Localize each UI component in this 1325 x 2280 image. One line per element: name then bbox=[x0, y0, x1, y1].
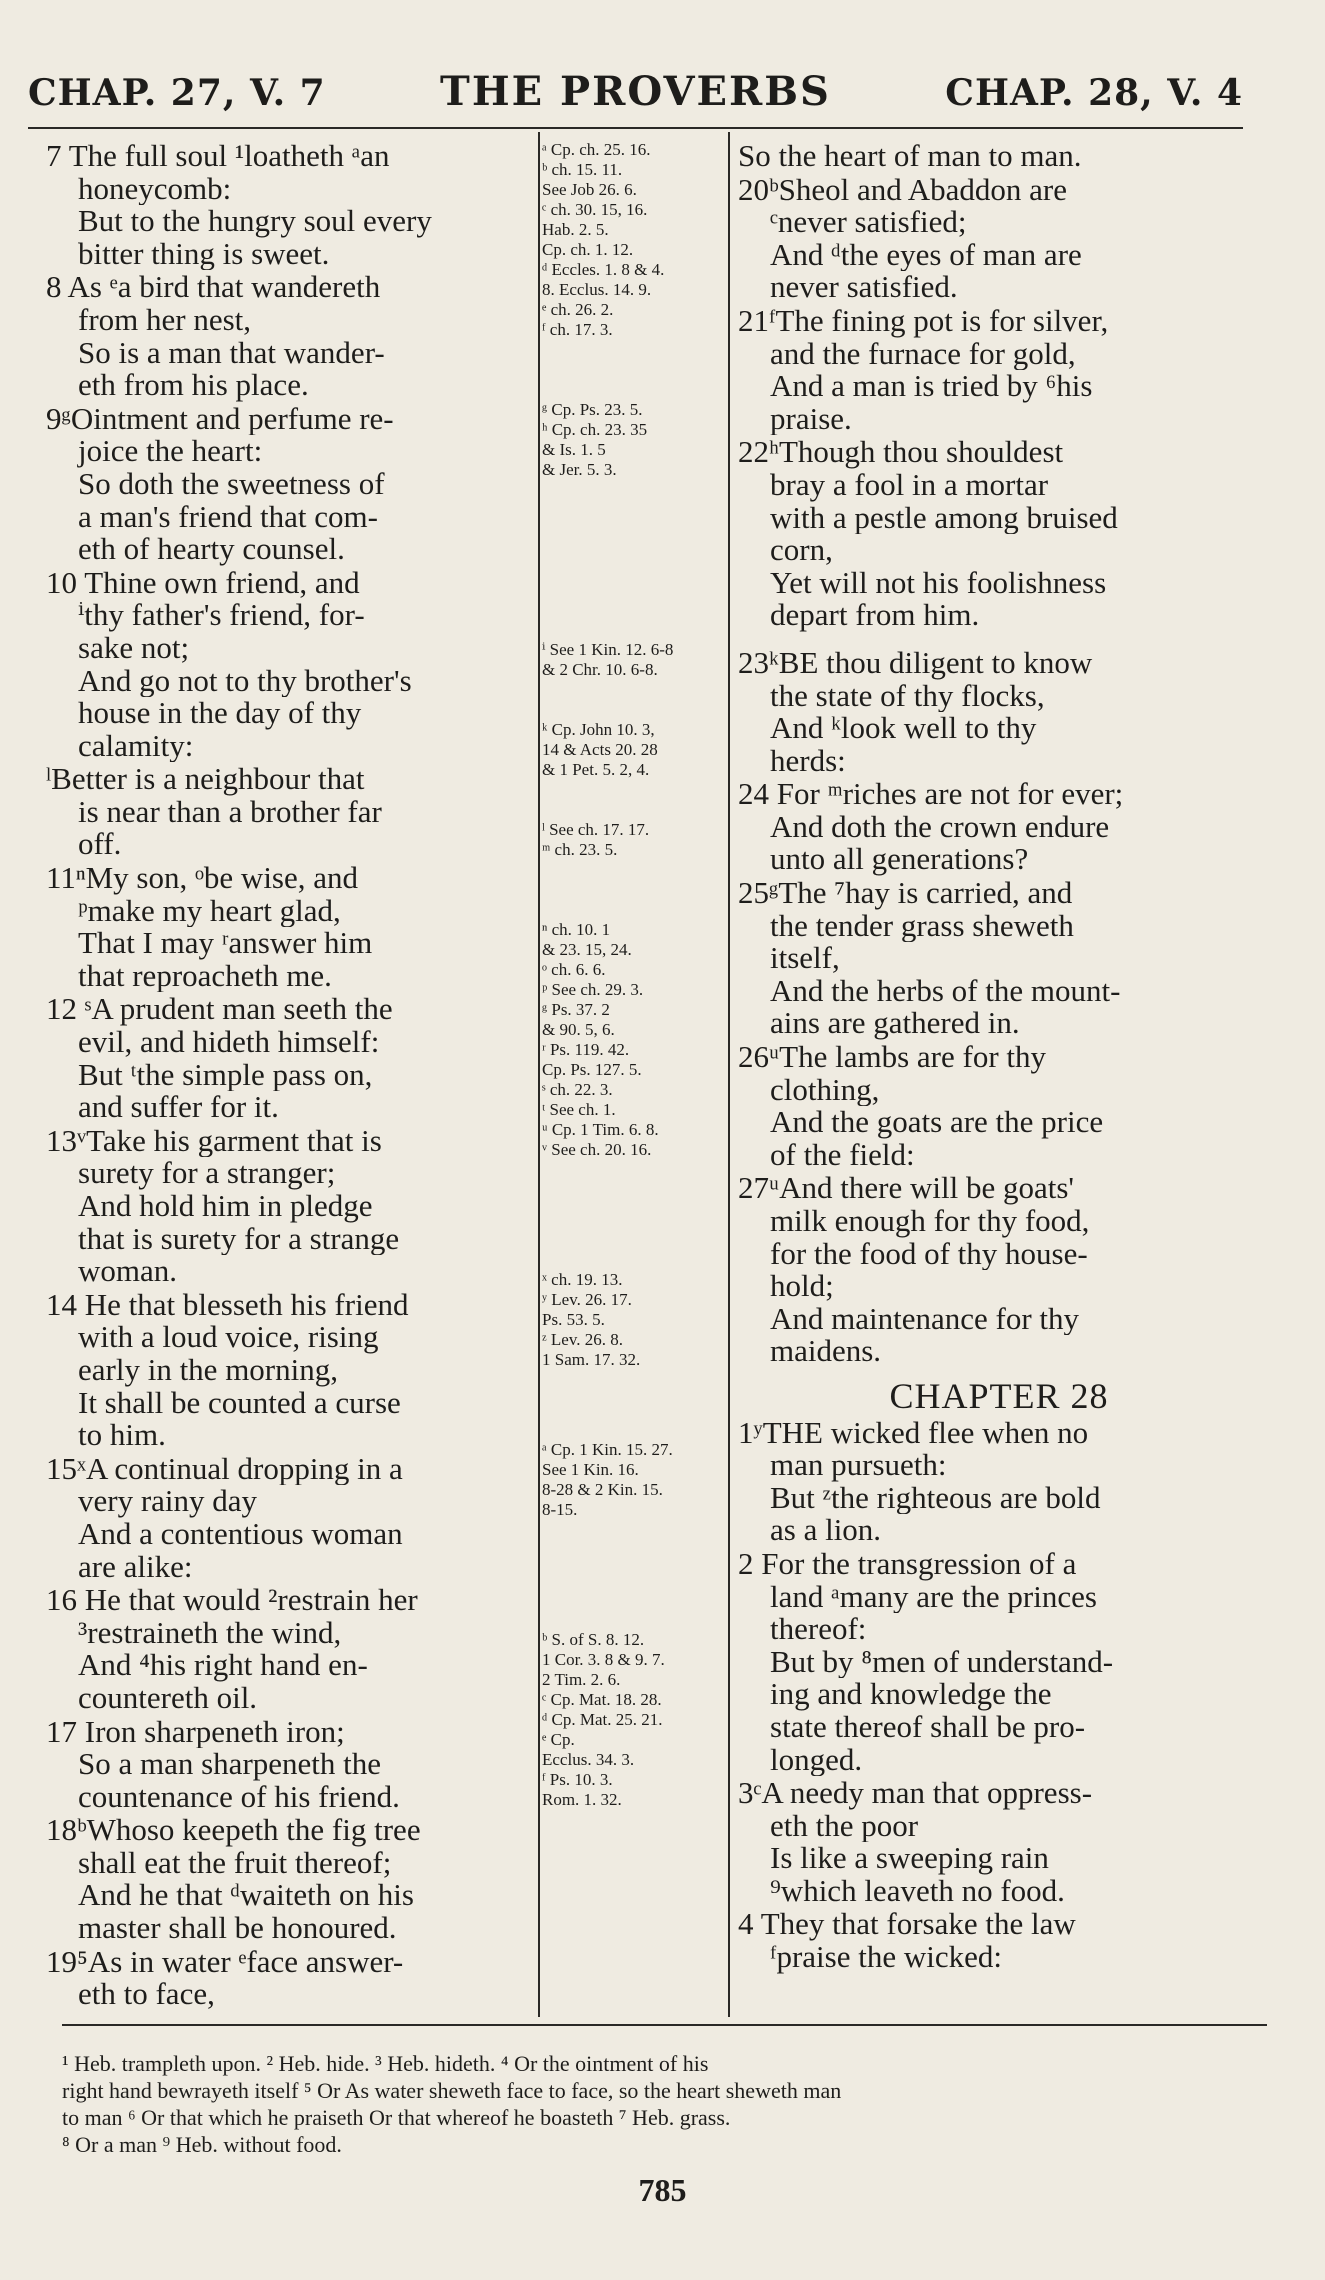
verse-line: 2 For the transgression of a bbox=[738, 1547, 1077, 1581]
verse-line: countenance of his friend. bbox=[78, 1780, 400, 1814]
verse-line: 10 Thine own friend, and bbox=[46, 566, 360, 600]
verse-line: 22ʰThough thou shouldest bbox=[738, 436, 1064, 469]
reference-line: ᵇ S. of S. 8. 12. bbox=[542, 1630, 645, 1649]
verse-line: countereth oil. bbox=[78, 1681, 258, 1715]
verse-line: Is like a sweeping rain bbox=[770, 1842, 1049, 1875]
verse bbox=[738, 174, 1260, 304]
verse-line: But to the hungry soul every bbox=[78, 205, 432, 238]
verse bbox=[738, 647, 1260, 777]
verse-line: And ⁴his right hand en- bbox=[78, 1649, 368, 1682]
reference-line: ᶠ ch. 17. 3. bbox=[542, 320, 613, 339]
reference-line: ᵏ Cp. John 10. 3, bbox=[542, 720, 655, 739]
reference-group bbox=[542, 400, 720, 480]
verse-line: But ᵗthe simple pass on, bbox=[78, 1058, 373, 1092]
verse-line: ³restraineth the wind, bbox=[78, 1616, 342, 1650]
verse-line: That I may ʳanswer him bbox=[78, 927, 373, 960]
reference-line: ˣ ch. 19. 13. bbox=[542, 1270, 623, 1289]
verse-line: clothing, bbox=[770, 1073, 880, 1107]
verse-line: and suffer for it. bbox=[78, 1091, 279, 1124]
reference-line: 1 Sam. 17. 32. bbox=[542, 1350, 641, 1369]
reference-line: & Jer. 5. 3. bbox=[542, 460, 617, 479]
reference-line: & 90. 5, 6. bbox=[542, 1020, 615, 1039]
reference-line: ⁿ ch. 10. 1 bbox=[542, 920, 611, 939]
verse-line: from her nest, bbox=[78, 303, 252, 337]
verse-line: 26ᵘThe lambs are for thy bbox=[738, 1041, 1047, 1074]
verse-line: And maintenance for thy bbox=[770, 1302, 1080, 1336]
reference-line: ʸ Lev. 26. 17. bbox=[542, 1290, 632, 1309]
verse-line: 23ᵏBE thou diligent to know bbox=[738, 646, 1093, 680]
page-header bbox=[28, 64, 1243, 124]
reference-line: ˢ ch. 22. 3. bbox=[542, 1080, 613, 1099]
reference-line: ᶜ Cp. Mat. 18. 28. bbox=[542, 1690, 662, 1709]
reference-line: See Job 26. 6. bbox=[542, 180, 637, 199]
verse-line: evil, and hideth himself: bbox=[78, 1026, 380, 1059]
verse-line: 7 The full soul ¹loatheth ᵃan bbox=[46, 140, 390, 173]
right-text-column bbox=[738, 140, 1260, 2025]
verse-line: shall eat the fruit thereof; bbox=[78, 1846, 392, 1880]
verse-line: eth from his place. bbox=[78, 369, 309, 402]
verse-line: hold; bbox=[770, 1270, 834, 1303]
verse-line: a man's friend that com- bbox=[78, 500, 378, 534]
reference-line: ᵗ See ch. 1. bbox=[542, 1100, 616, 1119]
reference-line: ᵐ ch. 23. 5. bbox=[542, 840, 618, 859]
reference-line: ᵖ See ch. 29. 3. bbox=[542, 980, 644, 999]
verse-line: woman. bbox=[78, 1255, 178, 1288]
reference-line: & Is. 1. 5 bbox=[542, 440, 606, 459]
verse-line: But by ⁸men of understand- bbox=[770, 1645, 1114, 1679]
verse-line: So is a man that wander- bbox=[78, 336, 385, 370]
reference-line: ᵛ See ch. 20. 16. bbox=[542, 1140, 652, 1159]
verse-line: 11ⁿMy son, ᵒbe wise, and bbox=[46, 862, 359, 895]
verse bbox=[46, 993, 534, 1123]
spacer bbox=[738, 633, 1260, 647]
verse-line: And ᵏlook well to thy bbox=[770, 712, 1037, 745]
verse-line: 20ᵇSheol and Abaddon are bbox=[738, 173, 1067, 207]
verse-line: longed. bbox=[770, 1743, 863, 1777]
page-number: 785 bbox=[638, 2172, 687, 2208]
footnote-rule bbox=[62, 2024, 1267, 2026]
verse-line: depart from him. bbox=[770, 599, 980, 632]
verse-line: It shall be counted a curse bbox=[78, 1386, 401, 1420]
verse-line: 25ᵍThe ⁷hay is carried, and bbox=[738, 877, 1073, 910]
verse-line: with a loud voice, rising bbox=[78, 1321, 379, 1354]
reference-group bbox=[542, 820, 720, 860]
verse bbox=[46, 567, 534, 763]
verse-line: to him. bbox=[78, 1419, 166, 1452]
verse-line: And doth the crown endure bbox=[770, 810, 1110, 844]
left-text-column bbox=[46, 140, 534, 2025]
verse-line: And ᵈthe eyes of man are bbox=[770, 238, 1082, 272]
verse bbox=[738, 877, 1260, 1040]
verse bbox=[738, 305, 1260, 435]
verse-line: 14 He that blesseth his friend bbox=[46, 1288, 409, 1322]
reference-line: ᵍ Ps. 37. 2 bbox=[542, 1000, 610, 1019]
verse bbox=[46, 862, 534, 992]
verse-line: surety for a stranger; bbox=[78, 1157, 336, 1190]
verse-line: honeycomb: bbox=[78, 172, 232, 206]
verse-line: eth of hearty counsel. bbox=[78, 533, 345, 566]
reference-line: 8-15. bbox=[542, 1500, 578, 1519]
verse bbox=[738, 778, 1260, 876]
verse-line: maidens. bbox=[770, 1335, 882, 1368]
verse bbox=[46, 403, 534, 566]
reference-line: & 23. 15, 24. bbox=[542, 940, 632, 959]
verse bbox=[46, 1946, 534, 2011]
verse-line: with a pestle among bruised bbox=[770, 501, 1118, 535]
reference-line: Hab. 2. 5. bbox=[542, 220, 609, 239]
verse bbox=[738, 1908, 1260, 1973]
verse-line: itself, bbox=[770, 942, 840, 975]
verse bbox=[46, 1453, 534, 1583]
verse-line: that reproacheth me. bbox=[78, 959, 332, 993]
reference-group bbox=[542, 640, 720, 680]
footnote-line: right hand bewrayeth itself ⁵ Or As water sheweth face to face, so the heart sheweth man bbox=[62, 2078, 842, 2103]
reference-group bbox=[542, 1270, 720, 1370]
verse-line: joice the heart: bbox=[78, 435, 263, 468]
verse bbox=[738, 1041, 1260, 1171]
verse-line: Yet will not his foolishness bbox=[770, 566, 1107, 600]
book-title: THE PROVERBS bbox=[440, 68, 831, 115]
reference-line: & 1 Pet. 5. 2, 4. bbox=[542, 760, 650, 779]
verse bbox=[738, 1548, 1260, 1776]
footnote-line: to man ⁶ Or that which he praiseth Or that whereof he boasteth ⁷ Heb. grass. bbox=[62, 2105, 731, 2130]
footnotes bbox=[62, 2050, 1267, 2158]
reference-line: ᶻ Lev. 26. 8. bbox=[542, 1330, 623, 1349]
verse-line: 15ˣA continual dropping in a bbox=[46, 1452, 403, 1486]
verse-line: ᶠpraise the wicked: bbox=[770, 1941, 1002, 1974]
reference-line: 8. Ecclus. 14. 9. bbox=[542, 280, 652, 299]
reference-line: & 2 Chr. 10. 6-8. bbox=[542, 660, 658, 679]
reference-line: ᶠ Ps. 10. 3. bbox=[542, 1770, 613, 1789]
reference-line: ᵈ Eccles. 1. 8 & 4. bbox=[542, 260, 665, 279]
verse-line: 17 Iron sharpeneth iron; bbox=[46, 1715, 345, 1749]
verse-line: off. bbox=[78, 828, 122, 862]
verse-line: the tender grass sheweth bbox=[770, 909, 1074, 943]
verse-line: eth the poor bbox=[770, 1809, 919, 1843]
verse-line: man pursueth: bbox=[770, 1449, 947, 1482]
verse-line: eth to face, bbox=[78, 1978, 215, 2011]
verse-line: of the field: bbox=[770, 1138, 915, 1172]
verse bbox=[738, 140, 1260, 173]
verse-line: ˡBetter is a neighbour that bbox=[46, 763, 365, 796]
reference-line: Rom. 1. 32. bbox=[542, 1790, 622, 1809]
header-rule bbox=[28, 127, 1243, 129]
verse bbox=[46, 1584, 534, 1714]
verse-line: very rainy day bbox=[78, 1485, 258, 1518]
verse-line: But ᶻthe righteous are bold bbox=[770, 1481, 1101, 1515]
verse bbox=[738, 1417, 1260, 1547]
verse-line: 3ᶜA needy man that oppress- bbox=[738, 1777, 1093, 1810]
reference-line: ᶜ ch. 30. 15, 16. bbox=[542, 200, 648, 219]
verse-line: that is surety for a strange bbox=[78, 1222, 400, 1256]
verse-line: ᵖmake my heart glad, bbox=[78, 894, 341, 928]
verse-line: 24 For ᵐriches are not for ever; bbox=[738, 778, 1124, 811]
verse bbox=[738, 1172, 1260, 1368]
reference-line: ᵒ ch. 6. 6. bbox=[542, 960, 606, 979]
verse-line: and the furnace for gold, bbox=[770, 337, 1076, 371]
verse-line: And he that ᵈwaiteth on his bbox=[78, 1879, 414, 1913]
verse-line: 4 They that forsake the law bbox=[738, 1908, 1076, 1942]
verse-line: ing and knowledge the bbox=[770, 1678, 1052, 1711]
reference-line: ᵍ Cp. Ps. 23. 5. bbox=[542, 400, 643, 419]
verse-line: 21ᶠThe fining pot is for silver, bbox=[738, 304, 1109, 338]
reference-group bbox=[542, 140, 720, 340]
reference-line: Ps. 53. 5. bbox=[542, 1310, 605, 1329]
verse-line: sake not; bbox=[78, 631, 190, 665]
column-divider-left bbox=[538, 132, 540, 2017]
chapter-heading: CHAPTER 28 bbox=[889, 1375, 1109, 1416]
verse-line: 19⁵As in water ᵉface answer- bbox=[46, 1945, 404, 1979]
verse-line: So doth the sweetness of bbox=[78, 467, 385, 501]
verse-line: thereof: bbox=[770, 1613, 867, 1646]
reference-line: ᵉ ch. 26. 2. bbox=[542, 300, 614, 319]
verse bbox=[46, 271, 534, 401]
reference-line: See 1 Kin. 16. bbox=[542, 1460, 639, 1479]
footnote-line: ⁸ Or a man ⁹ Heb. without food. bbox=[62, 2132, 342, 2157]
verse-line: And go not to thy brother's bbox=[78, 664, 412, 698]
verse-line: early in the morning, bbox=[78, 1353, 338, 1387]
reference-line: Cp. Ps. 127. 5. bbox=[542, 1060, 642, 1079]
verse-line: And a contentious woman bbox=[78, 1517, 403, 1551]
reference-group bbox=[542, 1630, 720, 1810]
verse bbox=[46, 1289, 534, 1452]
verse-line: And a man is tried by ⁶his bbox=[770, 370, 1093, 403]
verse-line: So a man sharpeneth the bbox=[78, 1748, 382, 1781]
running-head-right: CHAP. 28, V. 4 bbox=[945, 72, 1243, 114]
verse-line: unto all generations? bbox=[770, 843, 1029, 877]
verse-line: And hold him in pledge bbox=[78, 1190, 373, 1223]
verse-line: And the herbs of the mount- bbox=[770, 974, 1121, 1008]
reference-line: ᵉ Cp. bbox=[542, 1730, 575, 1749]
reference-line: 1 Cor. 3. 8 & 9. 7. bbox=[542, 1650, 665, 1669]
reference-line: ᵃ Cp. 1 Kin. 15. 27. bbox=[542, 1440, 673, 1459]
reference-group bbox=[542, 720, 720, 780]
verse-line: the state of thy flocks, bbox=[770, 679, 1045, 713]
reference-line: ⁱ See 1 Kin. 12. 6-8 bbox=[542, 640, 674, 659]
reference-line: 2 Tim. 2. 6. bbox=[542, 1670, 621, 1689]
verse bbox=[46, 763, 534, 861]
reference-line: 14 & Acts 20. 28 bbox=[542, 740, 658, 759]
verse-line: herds: bbox=[770, 744, 846, 778]
verse-line: for the food of thy house- bbox=[770, 1237, 1088, 1271]
verse-line: 18ᵇWhoso keepeth the fig tree bbox=[46, 1814, 421, 1847]
running-head-left: CHAP. 27, V. 7 bbox=[28, 72, 326, 114]
verse-line: master shall be honoured. bbox=[78, 1912, 397, 1945]
verse-line: calamity: bbox=[78, 729, 194, 763]
verse-line: as a lion. bbox=[770, 1514, 882, 1547]
reference-line: Cp. ch. 1. 12. bbox=[542, 240, 634, 259]
verse-line: ⁹which leaveth no food. bbox=[770, 1874, 1065, 1908]
verse bbox=[738, 436, 1260, 632]
verse-line: 27ᵘAnd there will be goats' bbox=[738, 1172, 1075, 1205]
verse-line: state thereof shall be pro- bbox=[770, 1710, 1086, 1744]
verse-line: bray a fool in a mortar bbox=[770, 468, 1049, 502]
reference-line: ᵘ Cp. 1 Tim. 6. 8. bbox=[542, 1120, 659, 1139]
reference-line: ᵇ ch. 15. 11. bbox=[542, 160, 623, 179]
verse-line: 16 He that would ²restrain her bbox=[46, 1584, 418, 1617]
reference-group bbox=[542, 920, 720, 1160]
verse-line: praise. bbox=[770, 402, 852, 436]
verse-line: So the heart of man to man. bbox=[738, 140, 1082, 173]
verse-line: never satisfied. bbox=[770, 271, 958, 304]
verse bbox=[46, 140, 534, 270]
verse bbox=[46, 1125, 534, 1288]
verse bbox=[46, 1814, 534, 1944]
verse-line: 12 ˢA prudent man seeth the bbox=[46, 993, 393, 1027]
reference-line: ᵈ Cp. Mat. 25. 21. bbox=[542, 1710, 663, 1729]
verse-line: And the goats are the price bbox=[770, 1106, 1104, 1139]
verse-line: bitter thing is sweet. bbox=[78, 237, 330, 271]
verse-line: ᶜnever satisfied; bbox=[770, 206, 967, 239]
verse-line: land ᵃmany are the princes bbox=[770, 1580, 1097, 1614]
cross-reference-column bbox=[542, 140, 720, 2025]
verse-line: milk enough for thy food, bbox=[770, 1205, 1090, 1238]
reference-line: ᵃ Cp. ch. 25. 16. bbox=[542, 140, 651, 159]
verse-line: 1ʸTHE wicked flee when no bbox=[738, 1416, 1089, 1450]
footnote-line: ¹ Heb. trampleth upon. ² Heb. hide. ³ Heb. hideth. ⁴ Or the ointment of his bbox=[62, 2051, 709, 2076]
verse-line: are alike: bbox=[78, 1550, 193, 1584]
reference-line: 8-28 & 2 Kin. 15. bbox=[542, 1480, 663, 1499]
verse-line: ⁱthy father's friend, for- bbox=[78, 599, 365, 632]
verse bbox=[46, 1716, 534, 1814]
verse-line: house in the day of thy bbox=[78, 697, 362, 730]
verse-line: corn, bbox=[770, 534, 833, 567]
reference-line: ʰ Cp. ch. 23. 35 bbox=[542, 420, 648, 439]
reference-line: ʳ Ps. 119. 42. bbox=[542, 1040, 630, 1059]
reference-line: ˡ See ch. 17. 17. bbox=[542, 820, 650, 839]
reference-line: Ecclus. 34. 3. bbox=[542, 1750, 635, 1769]
column-divider-right bbox=[728, 132, 730, 2017]
verse bbox=[738, 1777, 1260, 1907]
verse-line: 13ᵛTake his garment that is bbox=[46, 1124, 382, 1158]
verse-line: ains are gathered in. bbox=[770, 1007, 1020, 1041]
verse-line: is near than a brother far bbox=[78, 795, 382, 829]
reference-group bbox=[542, 1440, 720, 1520]
verse-line: 8 As ᵉa bird that wandereth bbox=[46, 271, 381, 304]
verse-line: 9ᵍOintment and perfume re- bbox=[46, 402, 394, 436]
